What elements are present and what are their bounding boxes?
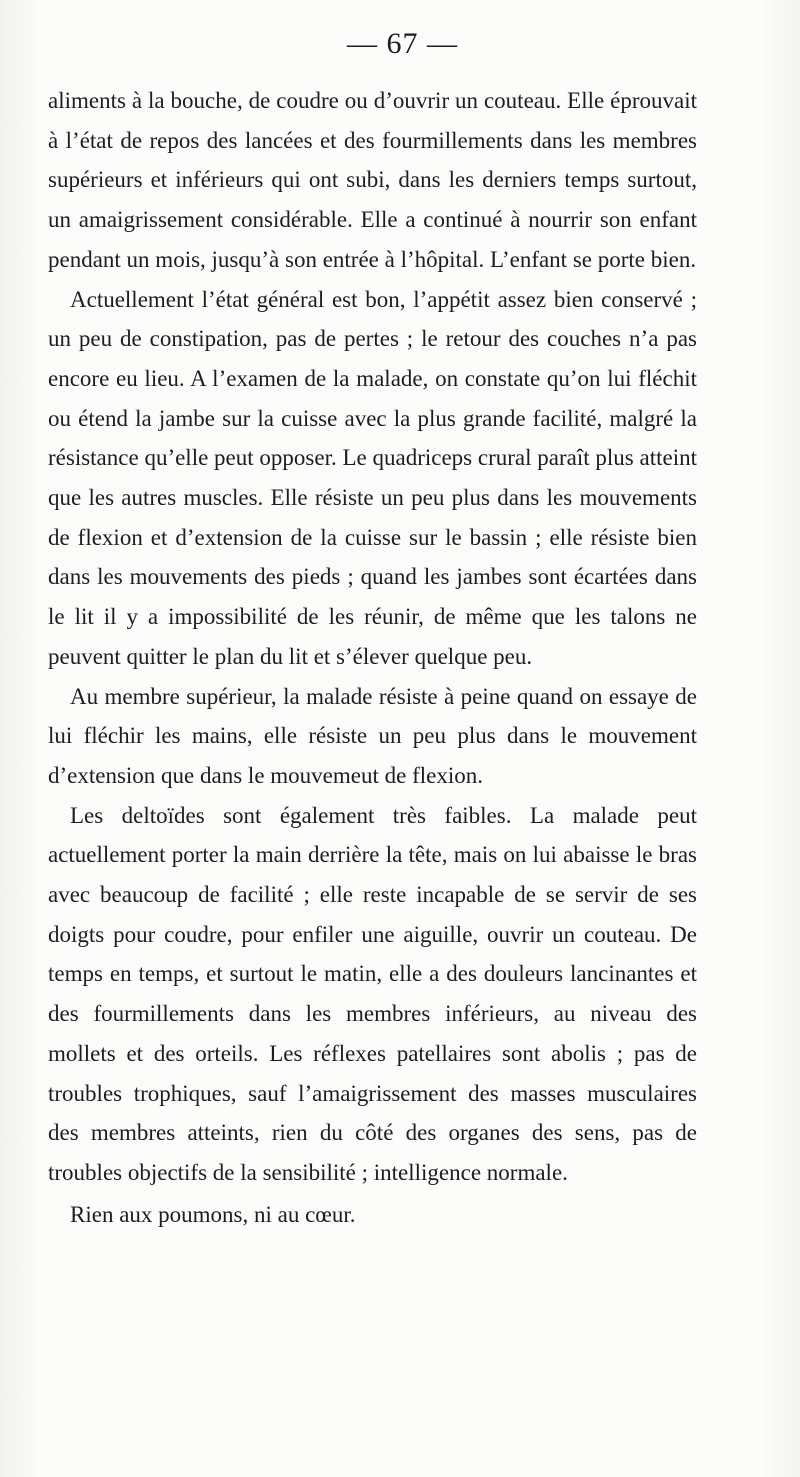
paragraph-4: Les deltoïdes sont également très faibles. La malade peut actuellement porter la main derrière la tête, mais on lui abaisse le bras avec beaucoup de facilité ; elle reste incapable de se servir de ses doigts pour coudre, pour enfiler une aiguille, ouvrir un couteau. De temps en temps, et surtout le matin, elle a des douleurs lancinantes et des fourmillements dans les membres inférieurs, au niveau des mollets et des orteils. Les réflexes patellaires sont abolis ; pas de troubles trophiques, sauf l’amaigrissement des masses musculaires des membres atteints, rien du côté des organes des sens, pas de troubles objectifs de la sensibilité ; intelligence normale.	[48, 802, 697, 1185]
page-number: — 67 —	[347, 27, 458, 60]
body-text	[48, 81, 697, 1234]
paragraph-2: Actuellement l’état général est bon, l’appétit assez bien conservé ; un peu de constipation, pas de pertes ; le retour des couches n’a pas encore eu lieu. A l’examen de la malade, on constate qu’on lui fléchit ou étend la jambe sur la cuisse avec la plus grande facilité, malgré la résistance qu’elle peut opposer. Le quadriceps crural paraît plus atteint que les autres muscles. Elle résiste un peu plus dans les mouvements de flexion et d’extension de la cuisse sur le bassin ; elle résiste bien dans les mouvements des pieds ; quand les jambes sont écartées dans le lit il y a impossibilité de les réunir, de même que les talons ne peuvent quitter le plan du lit et s’élever quelque peu.	[48, 286, 697, 669]
paragraph-3: Au membre supérieur, la malade résiste à peine quand on essaye de lui fléchir les mains, elle résiste un peu plus dans le mouvement d’extension que dans le mouvemeut de flexion.	[48, 683, 697, 788]
paragraph-5: Rien aux poumons, ni au cœur.	[70, 1201, 356, 1227]
paragraph-1: aliments à la bouche, de coudre ou d’ouvrir un couteau. Elle éprouvait à l’état de repos des lancées et des fourmillements dans les membres supérieurs et inférieurs qui ont subi, dans les derniers temps surtout, un amaigrissement considérable. Elle a continué à nourrir son enfant pendant un mois, jusqu’à son entrée à l’hôpital. L’enfant se porte bien.	[48, 88, 697, 272]
